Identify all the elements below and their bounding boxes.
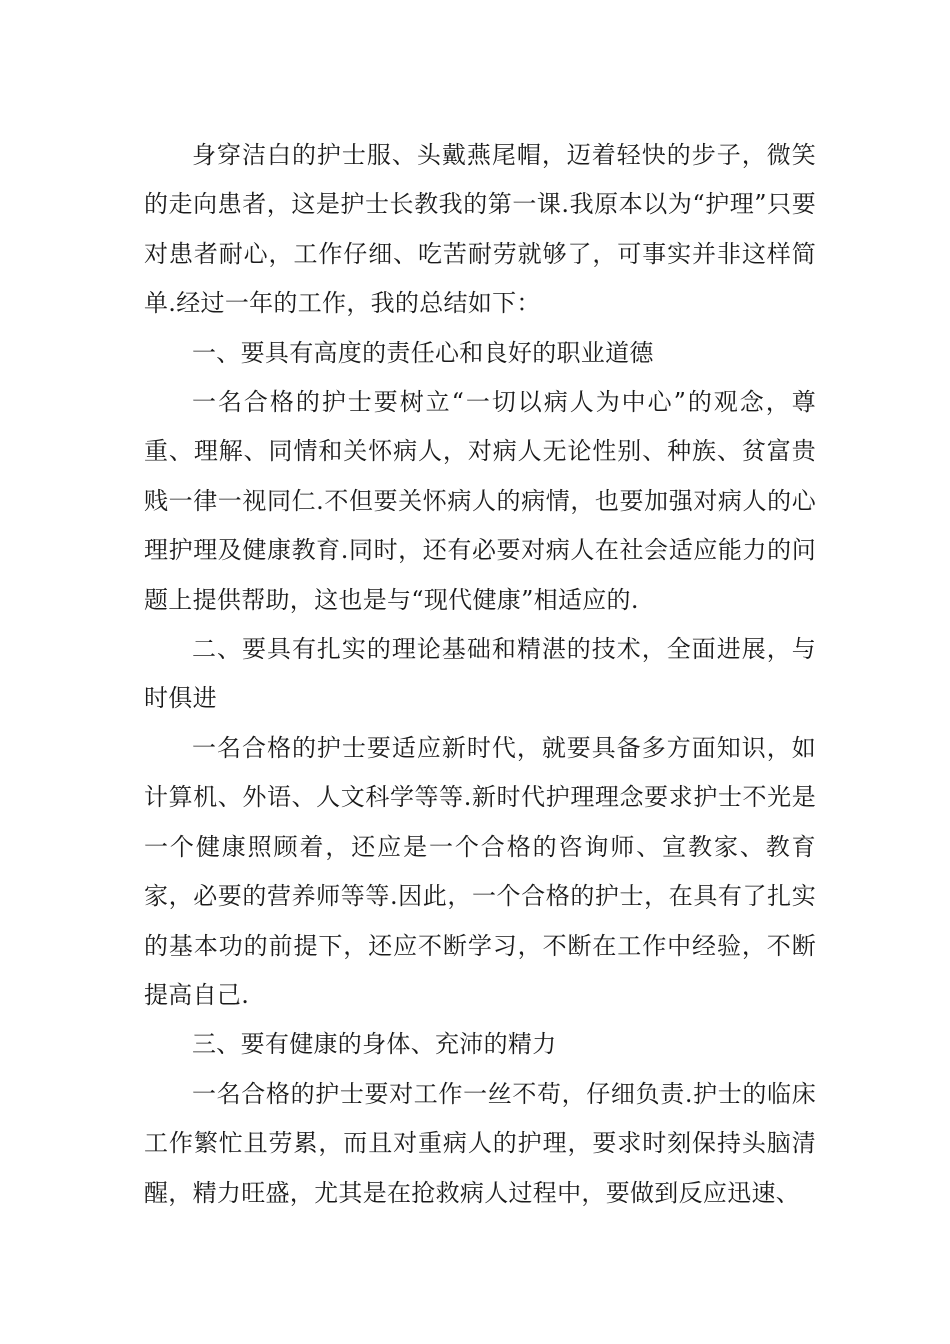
paragraph-section-3: 一名合格的护士要对工作一丝不苟，仔细负责.护士的临床工作繁忙且劳累，而且对重病人的护理，要求时刻保持头脑清醒，精力旺盛，尤其是在抢救病人过程中，要做到反应迅速、 xyxy=(144,1079,816,1207)
paragraph-intro: 身穿洁白的护士服、头戴燕尾帽，迈着轻快的步子，微笑的走向患者，这是护士长教我的第一课.我原本以为“护理”只要对患者耐心，工作仔细、吃苦耐劳就够了，可事实并非这样简单.经过一年的工作，我的总结如下： xyxy=(144,141,816,318)
paragraph-section-2: 一名合格的护士要适应新时代，就要具备多方面知识，如计算机、外语、人文科学等等.新时代护理理念要求护士不光是一个健康照顾着，还应是一个合格的咨询师、宣教家、教育家，必要的营养师等等.因此，一个合格的护士，在具有了扎实的基本功的前提下，还应不断学习，不断在工作中经验，不断提高自己. xyxy=(144,733,816,1009)
paragraph-section-1: 一名合格的护士要树立“一切以病人为中心”的观念，尊重、理解、同情和关怀病人，对病人无论性别、种族、贫富贵贱一律一视同仁.不但要关怀病人的病情，也要加强对病人的心理护理及健康教育.同时，还有必要对病人在社会适应能力的问题上提供帮助，这也是与“现代健康”相适应的. xyxy=(144,388,816,614)
document-body xyxy=(144,131,816,1218)
section-heading-1: 一、要具有高度的责任心和良好的职业道德 xyxy=(192,338,654,367)
section-heading-2: 二、要具有扎实的理论基础和精湛的技术，全面进展，与时俱进 xyxy=(144,635,816,713)
section-heading-3: 三、要有健康的身体、充沛的精力 xyxy=(192,1030,557,1059)
